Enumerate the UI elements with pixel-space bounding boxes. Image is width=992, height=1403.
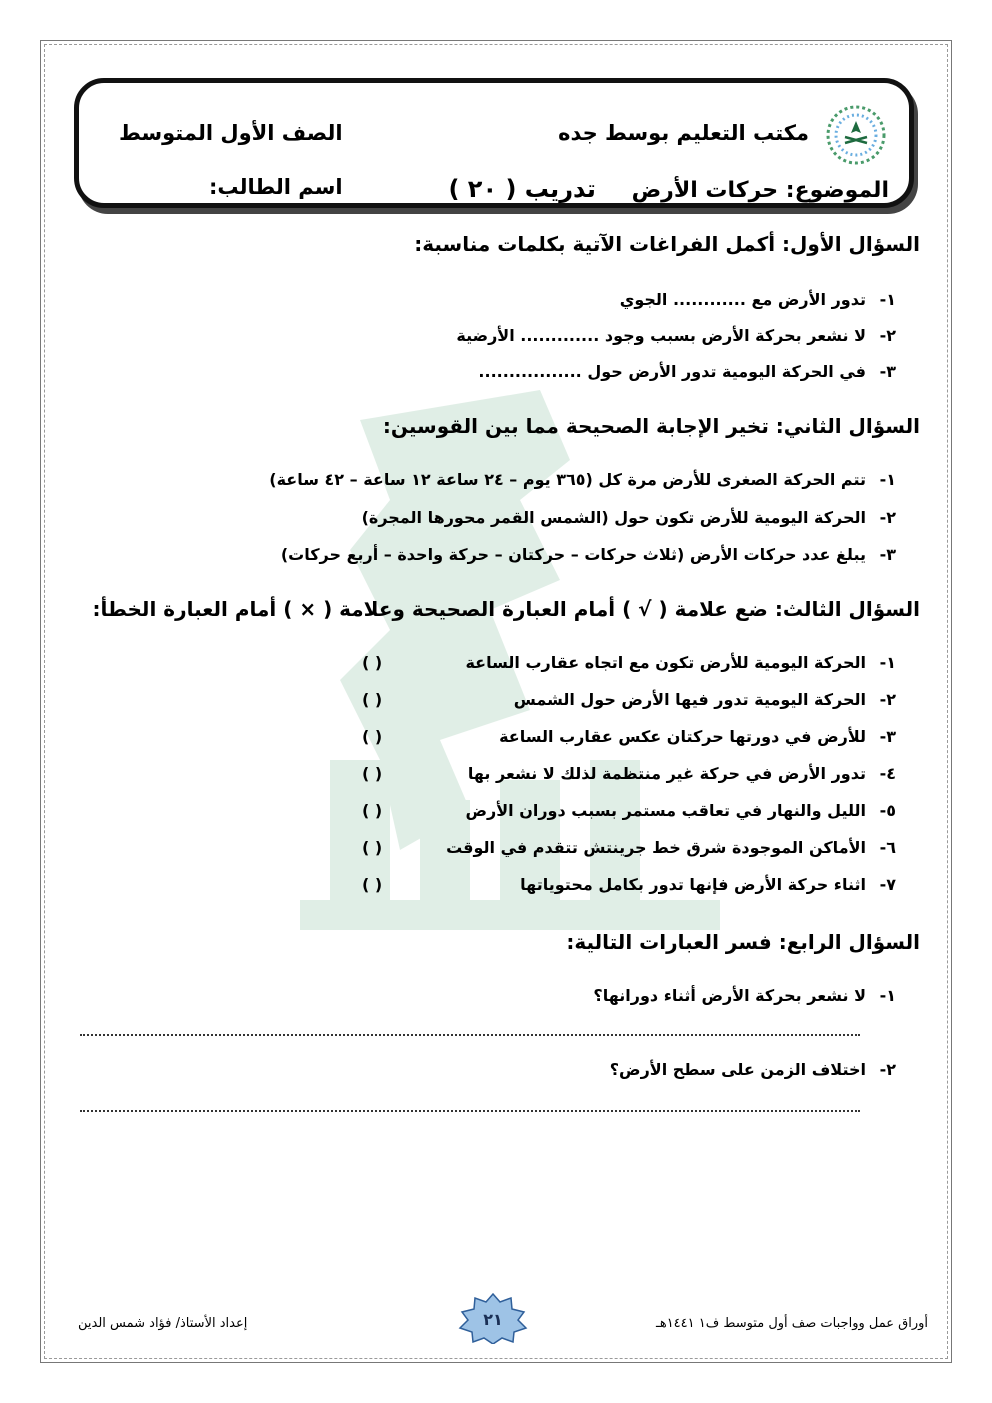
student-name-label: اسم الطالب: xyxy=(209,175,343,199)
q3-answer-box-3[interactable]: ( ) xyxy=(362,727,383,746)
subject-title: الموضوع: حركات الأرض xyxy=(631,178,889,203)
q2-title: السؤال الثاني: تخير الإجابة الصحيحة مما بين القوسين: xyxy=(382,414,920,438)
training-number: تدريب ( ٢٠ ) xyxy=(448,175,596,203)
q2-item-3: ٣-يبلغ عدد حركات الأرض (ثلاث حركات – حركتان – حركة واحدة – أربع حركات) xyxy=(280,545,896,564)
q3-item-7: ٧-اثناء حركة الأرض فإنها تدور بكامل محتوياتها xyxy=(520,875,896,894)
footer-title: أوراق عمل وواجبات صف أول متوسط ف١ ١٤٤١هـ xyxy=(656,1316,928,1331)
grade-label: الصف الأول المتوسط xyxy=(119,121,343,145)
ministry-logo-icon xyxy=(821,103,891,167)
q3-answer-box-2[interactable]: ( ) xyxy=(362,690,383,709)
q1-title: السؤال الأول: أكمل الفراغات الآتية بكلمات مناسبة: xyxy=(414,232,920,256)
q3-item-3: ٣-للأرض في دورتها حركتان عكس عقارب الساعة xyxy=(499,727,896,746)
q1-item-3: ٣-في الحركة اليومية تدور الأرض حول ................. xyxy=(478,362,896,381)
q1-item-1: ١-تدور الأرض مع ............ الجوي xyxy=(619,290,896,309)
subject-line xyxy=(442,175,889,203)
q3-answer-box-1[interactable]: ( ) xyxy=(362,653,383,672)
header-box xyxy=(74,78,914,208)
q3-answer-box-7[interactable]: ( ) xyxy=(362,875,383,894)
q2-item-2: ٢-الحركة اليومية للأرض تكون حول (الشمس القمر محورها المجرة) xyxy=(361,508,896,527)
q1-item-2: ٢-لا نشعر بحركة الأرض بسبب وجود ............. الأرضية xyxy=(456,326,896,345)
q2-item-1: ١-تتم الحركة الصغرى للأرض مرة كل (٣٦٥ يوم – ٢٤ ساعة ١٢ ساعة – ٤٢ ساعة) xyxy=(269,470,896,489)
q3-answer-box-6[interactable]: ( ) xyxy=(362,838,383,857)
q3-item-2: ٢-الحركة اليومية تدور فيها الأرض حول الشمس xyxy=(513,690,896,709)
q3-item-5: ٥-الليل والنهار في تعاقب مستمر بسبب دوران الأرض xyxy=(465,801,896,820)
office-name: مكتب التعليم بوسط جده xyxy=(558,121,809,145)
page-number-badge xyxy=(458,1292,528,1344)
q4-item-1: ١-لا نشعر بحركة الأرض أثناء دورانها؟ xyxy=(593,986,896,1005)
footer-author: إعداد الأستاذ/ فؤاد شمس الدين xyxy=(78,1316,248,1331)
q4-title: السؤال الرابع: فسر العبارات التالية: xyxy=(566,930,920,954)
q3-item-1: ١-الحركة اليومية للأرض تكون مع اتجاه عقارب الساعة xyxy=(465,653,896,672)
answer-line-1[interactable] xyxy=(80,1034,860,1036)
q3-answer-box-4[interactable]: ( ) xyxy=(362,764,383,783)
answer-line-2[interactable] xyxy=(80,1110,860,1112)
q3-item-4: ٤-تدور الأرض في حركة غير منتظمة لذلك لا نشعر بها xyxy=(467,764,896,783)
page-number: ٢١ xyxy=(483,1310,503,1329)
q4-item-2: ٢-اختلاف الزمن على سطح الأرض؟ xyxy=(609,1060,896,1079)
q3-title: السؤال الثالث: ضع علامة ( √ ) أمام العبارة الصحيحة وعلامة ( × ) أمام العبارة الخطأ: xyxy=(92,597,920,621)
q3-answer-box-5[interactable]: ( ) xyxy=(362,801,383,820)
q3-item-6: ٦-الأماكن الموجودة شرق خط جرينتش تتقدم في الوقت xyxy=(446,838,896,857)
